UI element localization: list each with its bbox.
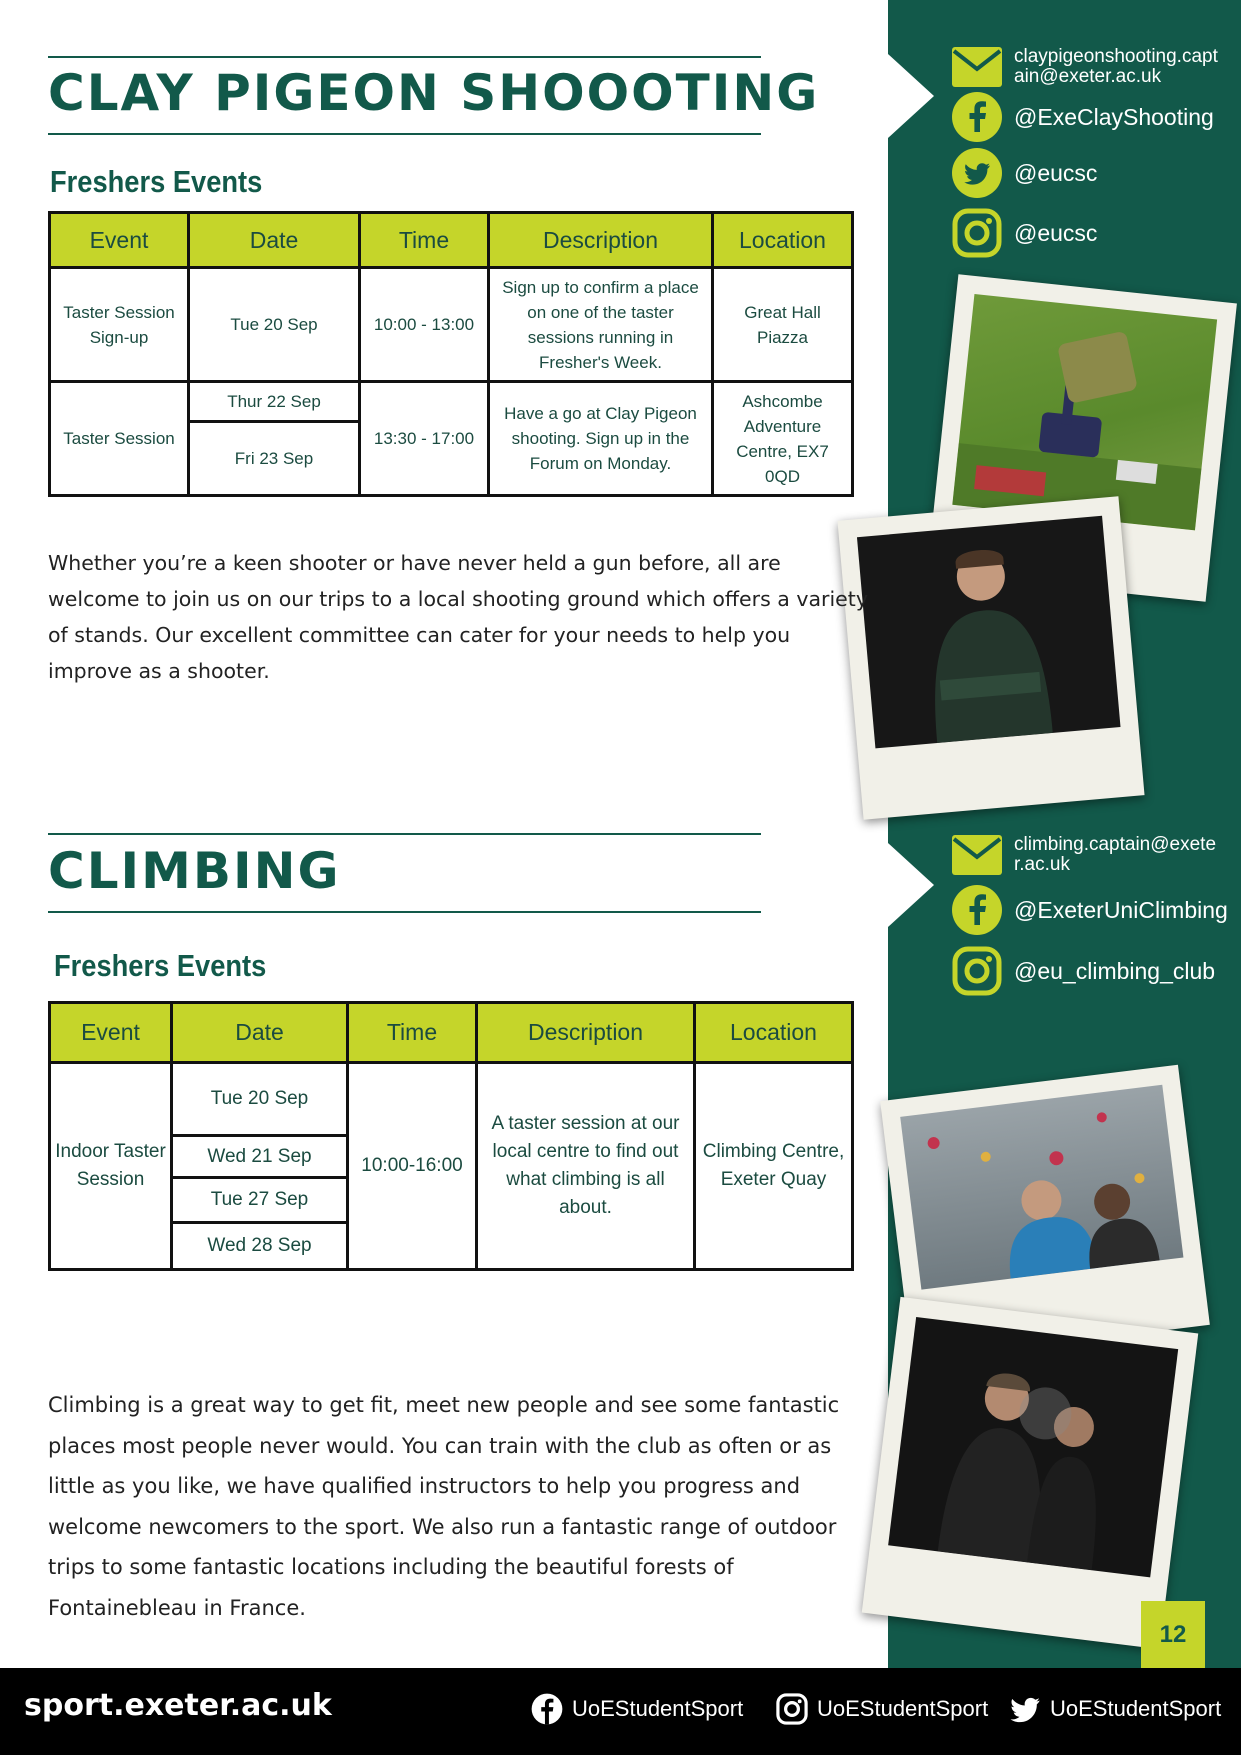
time-cell: 10:00 - 13:00 — [360, 268, 489, 382]
climbing-description-paragraph: Climbing is a great way to get fit, meet new people and see some fantastic places most people never would. You can train with the club as often or as little as you like, we have qualified instructors to help you progress and welcome newcomers to the sport. We also run a fantastic range of outdoor trips to some fantastic locations including the beautiful forests of Fontainebleau in France. — [48, 1393, 840, 1620]
table-header: Time — [348, 1003, 477, 1063]
climbing-instagram-contact[interactable] — [952, 946, 1232, 996]
strip-notch — [888, 54, 934, 138]
title-rule — [48, 56, 761, 58]
date-cell: Wed 28 Sep — [172, 1223, 348, 1270]
footer-site-link[interactable]: sport.exeter.ac.uk — [24, 1688, 332, 1723]
clay-email-text: claypigeonshooting.captain@exeter.ac.uk — [1014, 46, 1218, 87]
event-cell: Indoor Taster Session — [50, 1063, 172, 1270]
title-rule — [48, 833, 761, 835]
time-cell: 13:30 - 17:00 — [360, 382, 489, 496]
date-cell: Fri 23 Sep — [189, 422, 360, 496]
table-row — [50, 382, 853, 422]
location-cell: Ashcombe Adventure Centre, EX7 0QD — [713, 382, 853, 496]
table-header-row — [50, 1003, 853, 1063]
clay-instagram-contact[interactable] — [952, 208, 1232, 258]
email-icon — [952, 830, 1002, 880]
clay-facebook-text: @ExeClayShooting — [1014, 104, 1214, 130]
footer — [0, 1668, 1241, 1755]
climbing-email-text: climbing.captain@exeter.ac.uk — [1014, 834, 1217, 875]
table-header: Location — [713, 213, 853, 268]
footer-instagram-label: UoEStudentSport — [817, 1696, 989, 1721]
clay-twitter-text: @eucsc — [1014, 160, 1098, 186]
section-subtitle: Freshers Events — [50, 164, 263, 199]
clay-twitter-contact[interactable] — [952, 148, 1232, 198]
page-number: 12 — [1141, 1601, 1205, 1668]
description-cell: Sign up to confirm a place on one of the taster sessions running in Fresher's Week. — [489, 268, 713, 382]
title-rule — [48, 133, 761, 135]
clay-description-paragraph: Whether you’re a keen shooter or have never held a gun before, all are welcome to join us on our trips to a local shooting ground which offers a variety of stands. Our excellent committee can cater for your needs to help you improve as a shooter. — [48, 551, 868, 683]
facebook-icon — [530, 1692, 564, 1726]
footer-facebook-link[interactable] — [530, 1692, 743, 1726]
table-row — [50, 268, 853, 382]
twitter-icon — [952, 148, 1002, 198]
climbing-events-table — [48, 1001, 854, 1271]
location-cell: Great Hall Piazza — [713, 268, 853, 382]
table-header: Description — [477, 1003, 695, 1063]
description-cell: Have a go at Clay Pigeon shooting. Sign up in the Forum on Monday. — [489, 382, 713, 496]
table-row — [50, 1063, 853, 1136]
instagram-icon — [952, 946, 1002, 996]
time-cell: 10:00-16:00 — [348, 1063, 477, 1270]
clay-member-portrait-photo — [837, 496, 1144, 819]
date-cell: Tue 27 Sep — [172, 1178, 348, 1223]
clay-facebook-contact[interactable] — [952, 92, 1232, 142]
description-cell: A taster session at our local centre to find out what climbing is all about. — [477, 1063, 695, 1270]
table-header: Event — [50, 213, 189, 268]
table-header-row — [50, 213, 853, 268]
email-icon — [952, 42, 1002, 92]
climbing-facebook-text: @ExeterUniClimbing — [1014, 897, 1228, 923]
facebook-icon — [952, 885, 1002, 935]
section-title: CLIMBING — [48, 842, 341, 900]
table-header: Location — [695, 1003, 853, 1063]
date-cell: Tue 20 Sep — [189, 268, 360, 382]
footer-twitter-label: UoEStudentSport — [1050, 1696, 1222, 1721]
footer-facebook-label: UoEStudentSport — [572, 1696, 744, 1721]
table-header: Date — [189, 213, 360, 268]
instagram-icon — [775, 1692, 809, 1726]
facebook-icon — [952, 92, 1002, 142]
event-cell: Taster Session — [50, 382, 189, 496]
footer-twitter-link[interactable] — [1008, 1692, 1221, 1726]
instagram-icon — [952, 208, 1002, 258]
clay-events-table — [48, 211, 854, 497]
table-header: Date — [172, 1003, 348, 1063]
page-title: CLAY PIGEON SHOOOTING — [48, 64, 820, 122]
date-cell: Thur 22 Sep — [189, 382, 360, 422]
climbing-email-contact[interactable] — [952, 830, 1224, 880]
climbing-facebook-contact[interactable] — [952, 885, 1232, 935]
clay-instagram-text: @eucsc — [1014, 220, 1098, 246]
table-header: Description — [489, 213, 713, 268]
date-cell: Tue 20 Sep — [172, 1063, 348, 1136]
section-subtitle: Freshers Events — [54, 948, 267, 983]
title-rule — [48, 911, 761, 913]
location-cell: Climbing Centre, Exeter Quay — [695, 1063, 853, 1270]
twitter-icon — [1008, 1692, 1042, 1726]
event-cell: Taster Session Sign-up — [50, 268, 189, 382]
clay-email-contact[interactable] — [952, 42, 1224, 92]
table-header: Event — [50, 1003, 172, 1063]
table-header: Time — [360, 213, 489, 268]
footer-instagram-link[interactable] — [775, 1692, 988, 1726]
date-cell: Wed 21 Sep — [172, 1136, 348, 1178]
climbing-instagram-text: @eu_climbing_club — [1014, 958, 1216, 984]
strip-notch — [888, 843, 934, 927]
climbing-chalk-photo — [862, 1297, 1199, 1649]
